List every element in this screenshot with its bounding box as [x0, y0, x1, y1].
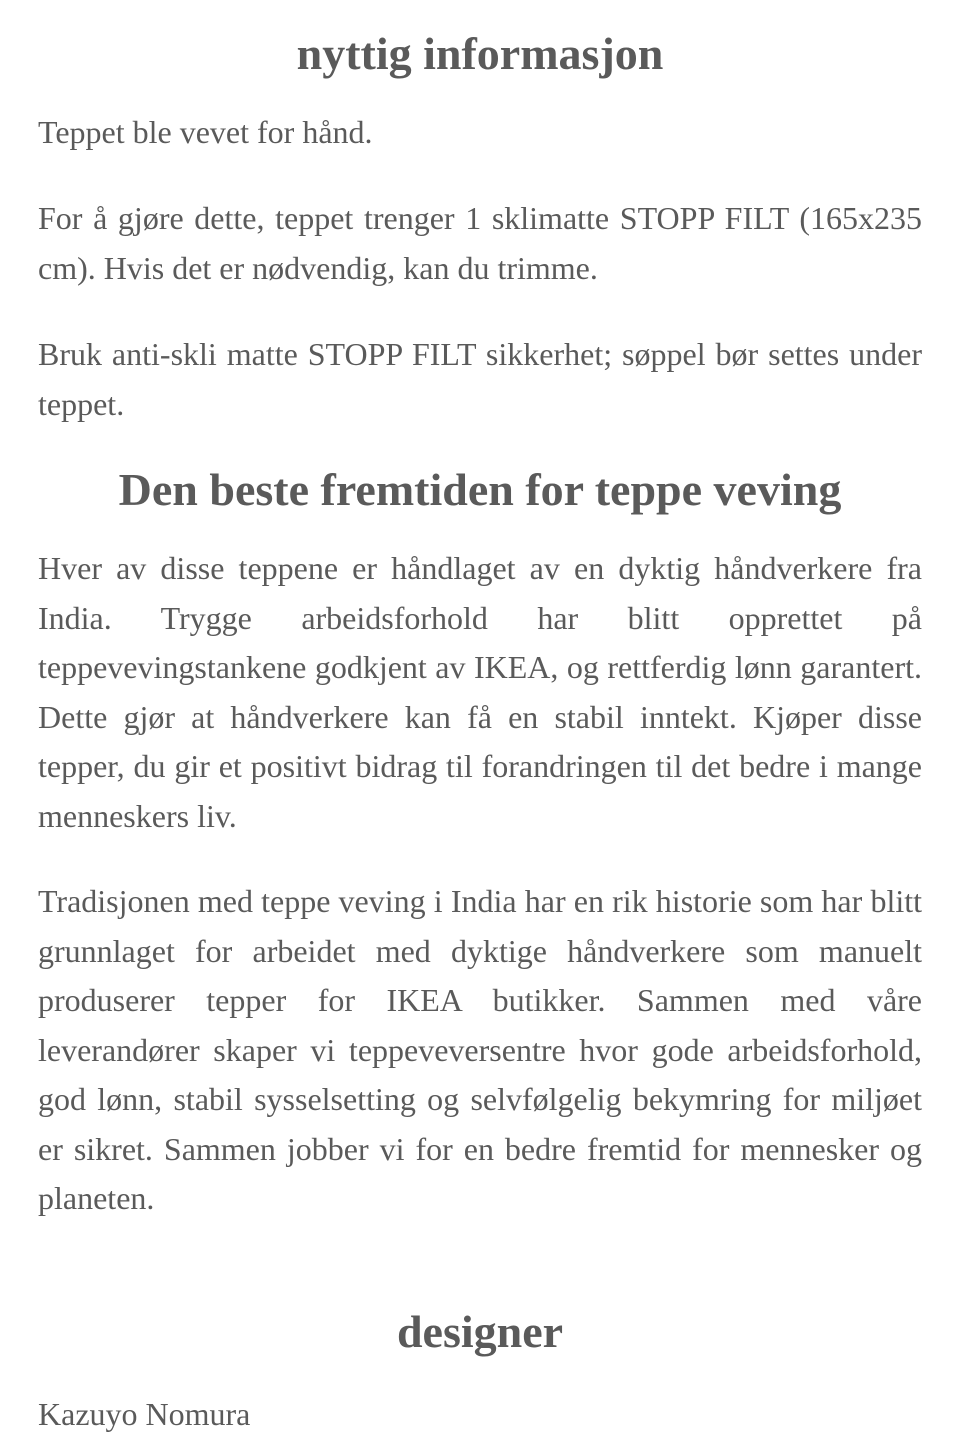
info-paragraph-handwoven: Teppet ble vevet for hånd. [38, 114, 373, 150]
info-paragraph-mat-requirement: For å gjøre dette, teppet trenger 1 sklimatte STOPP FILT (165x235 cm). Hvis det er nødvendig, kan du trimme. [38, 200, 922, 286]
future-heading: Den beste fremtiden for teppe veving [118, 464, 842, 515]
useful-info-heading: nyttig informasjon [296, 28, 664, 79]
designer-name: Kazuyo Nomura [38, 1396, 251, 1432]
future-paragraph-tradition: Tradisjonen med teppe veving i India har en rik historie som har blitt grunnlaget for arbeidet med dyktige håndverkere som manuelt produserer tepper for IKEA butikker. Sammen med våre leverandører skaper vi teppeveversentre hvor gode arbeidsforhold, god lønn, stabil sysselsetting og selvfølgelig bekymring for miljøet er sikret. Sammen jobber vi for en bedre fremtid for mennesker og planeten. [38, 883, 922, 1216]
info-paragraph-safety: Bruk anti-skli matte STOPP FILT sikkerhet; søppel bør settes under teppet. [38, 336, 922, 422]
future-paragraph-artisans: Hver av disse teppene er håndlaget av en dyktig håndverkere fra India. Trygge arbeidsforhold har blitt opprettet på teppevevingstankene godkjent av IKEA, og rettferdig lønn garantert. Dette gjør at håndverkere kan få en stabil inntekt. Kjøper disse tepper, du gir et positivt bidrag til forandringen til det bedre i mange menneskers liv. [38, 550, 922, 834]
designer-heading: designer [396, 1306, 564, 1357]
